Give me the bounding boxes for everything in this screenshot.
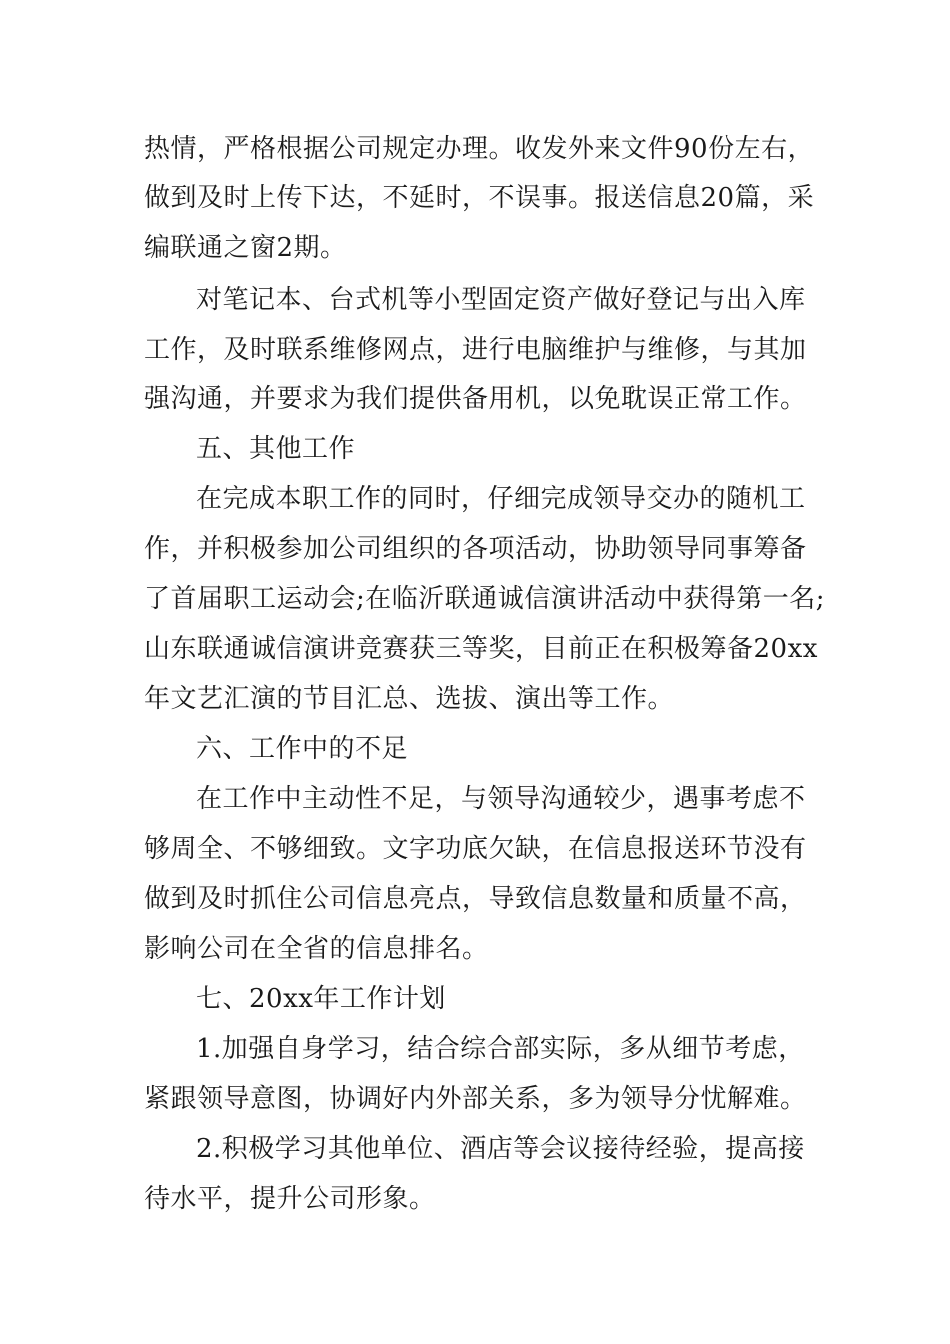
text-line: 够周全、不够细致。文字功底欠缺，在信息报送环节没有 xyxy=(144,834,807,864)
text-line: 编联通之窗2期。 xyxy=(144,233,347,263)
text-line: 了首届职工运动会;在临沂联通诚信演讲活动中获得第一名; xyxy=(144,584,826,614)
section-heading: 六、工作中的不足 xyxy=(196,734,409,764)
text-line: 强沟通，并要求为我们提供备用机，以免耽误正常工作。 xyxy=(144,384,807,414)
text-line: 年文艺汇演的节目汇总、选拔、演出等工作。 xyxy=(144,684,675,714)
text-line: 在工作中主动性不足，与领导沟通较少，遇事考虑不 xyxy=(196,784,806,814)
section-heading: 五、其他工作 xyxy=(196,434,356,464)
text-line: 2.积极学习其他单位、酒店等会议接待经验，提高接 xyxy=(196,1134,805,1164)
text-line: 做到及时抓住公司信息亮点，导致信息数量和质量不高， xyxy=(144,884,807,914)
text-line: 热情，严格根据公司规定办理。收发外来文件90份左右， xyxy=(144,134,815,164)
text-line: 在完成本职工作的同时，仔细完成领导交办的随机工 xyxy=(196,484,806,514)
text-line: 对笔记本、台式机等小型固定资产做好登记与出入库 xyxy=(196,285,806,315)
text-line: 做到及时上传下达，不延时，不误事。报送信息20篇，采 xyxy=(144,183,815,213)
text-line: 影响公司在全省的信息排名。 xyxy=(144,934,489,964)
text-line: 工作，及时联系维修网点，进行电脑维护与维修，与其加 xyxy=(144,335,807,365)
text-line: 待水平，提升公司形象。 xyxy=(144,1184,436,1214)
text-line: 1.加强自身学习，结合综合部实际，多从细节考虑， xyxy=(196,1034,805,1064)
text-line: 紧跟领导意图，协调好内外部关系，多为领导分忧解难。 xyxy=(144,1084,807,1114)
text-line: 山东联通诚信演讲竞赛获三等奖，目前正在积极筹备20xx xyxy=(144,634,818,664)
section-heading: 七、20xx年工作计划 xyxy=(196,984,446,1014)
text-line: 作，并积极参加公司组织的各项活动，协助领导同事筹备 xyxy=(144,534,807,564)
